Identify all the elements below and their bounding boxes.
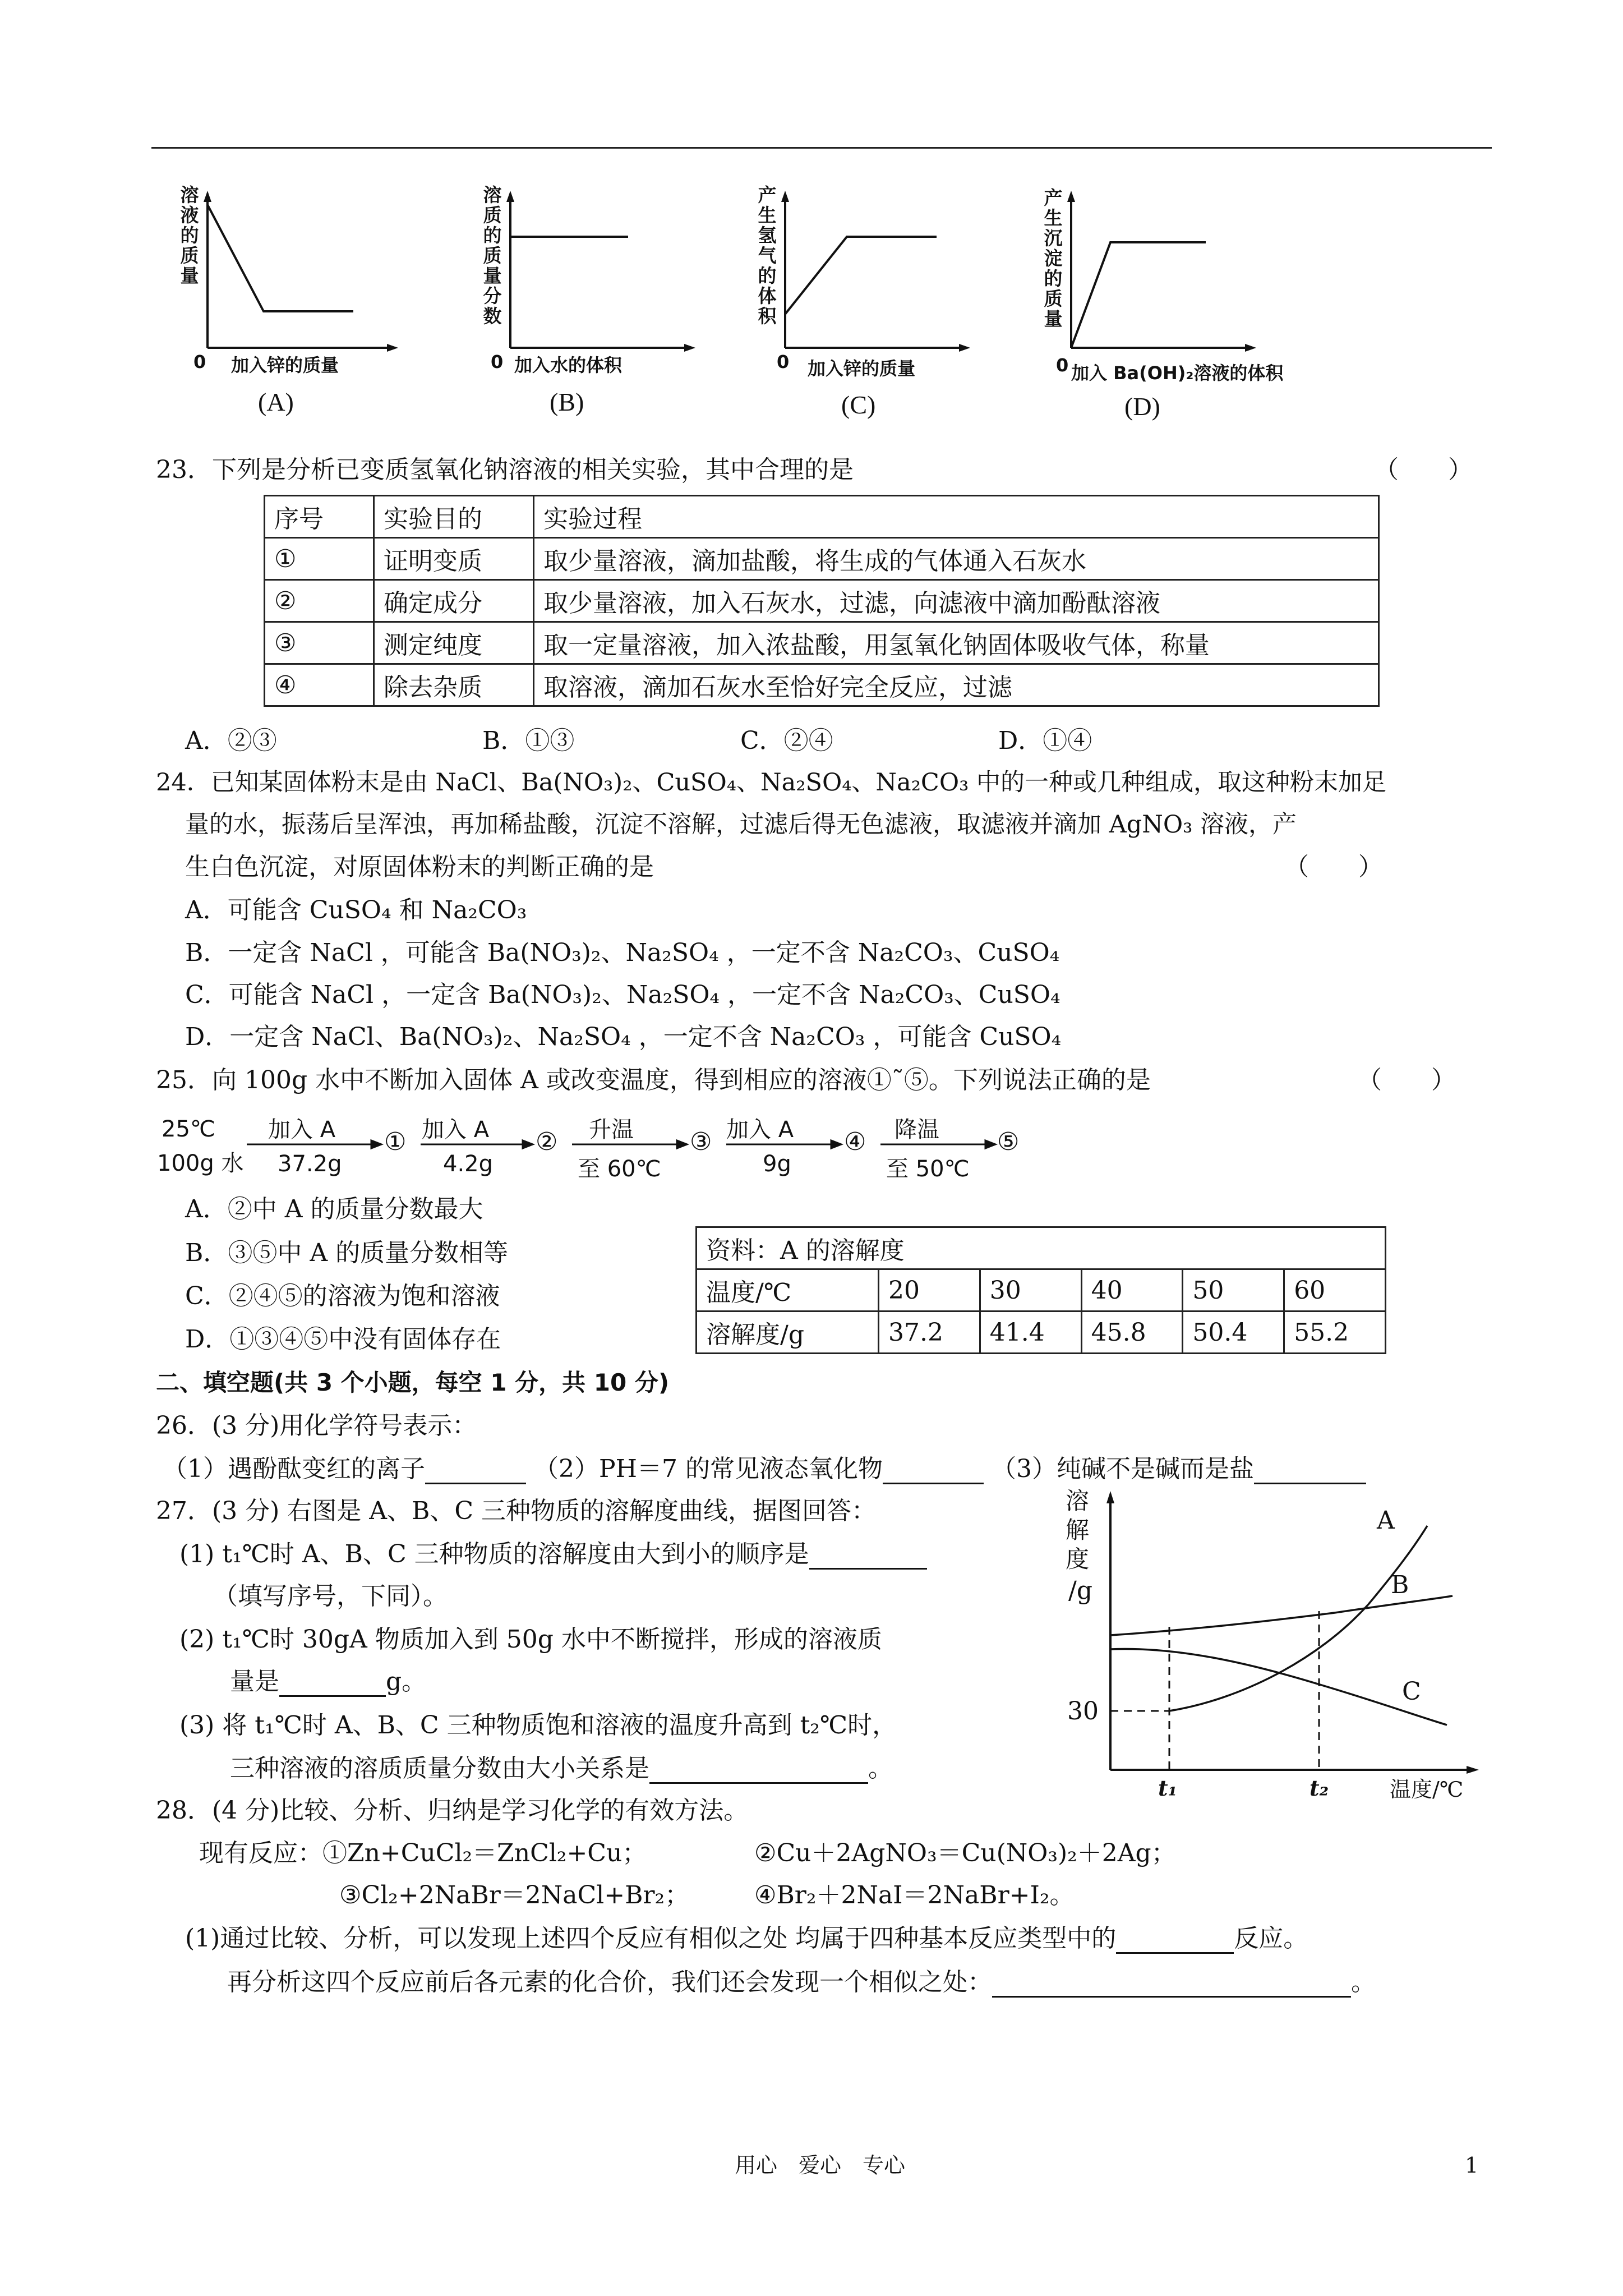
answer-blank[interactable]	[1254, 1458, 1366, 1484]
answer-blank[interactable]	[425, 1458, 526, 1484]
flow-step5-top: 降温	[895, 1117, 939, 1143]
answer-blank[interactable]	[279, 1671, 386, 1697]
answer-blank[interactable]	[992, 1971, 1351, 1998]
table-cell: ①	[265, 538, 374, 580]
table-cell: 45.8	[1081, 1312, 1183, 1354]
solubility-table-title: 资料：A 的溶解度	[697, 1227, 1386, 1269]
q27-p3-text: 三种溶液的溶质质量分数由大小关系是	[230, 1754, 649, 1783]
table-row	[265, 622, 1379, 664]
solubility-table	[695, 1226, 1386, 1354]
q28-stem: 28．(4 分)比较、分析、归纳是学习化学的有效方法。	[156, 1796, 749, 1825]
answer-blank[interactable]	[649, 1757, 868, 1784]
answer-blank[interactable]	[883, 1458, 984, 1484]
flow-step1-result: ①	[384, 1128, 407, 1156]
footer-motto: 用心 爱心 专心	[735, 2153, 906, 2178]
graph-b-caption: (B)	[550, 388, 584, 416]
table-row	[265, 580, 1379, 622]
graph-c-origin: 0	[777, 351, 790, 372]
table-row	[265, 664, 1379, 706]
table-cell: 50.4	[1183, 1312, 1284, 1354]
table-cell: 取少量溶液，滴加盐酸，将生成的气体通入石灰水	[534, 538, 1379, 580]
graph-a-caption: (A)	[258, 388, 294, 416]
table-header-row	[265, 496, 1379, 538]
q24-line3: 生白色沉淀，对原固体粉末的判断正确的是	[185, 853, 654, 881]
flow-step3-result: ③	[690, 1128, 712, 1156]
flow-step4-result: ④	[844, 1128, 866, 1156]
table-header: 实验过程	[534, 496, 1379, 538]
curve-label-c: C	[1402, 1677, 1421, 1706]
flow-start-top: 25℃	[162, 1116, 215, 1142]
flow-step2-bottom: 4.2g	[443, 1151, 494, 1177]
q23-answer-paren: （ ）	[1374, 455, 1473, 484]
q25-option-b: B．③⑤中 A 的质量分数相等	[185, 1239, 509, 1267]
graph-a-ylabel: 溶液的质量	[180, 184, 199, 287]
flow-step1-bottom: 37.2g	[278, 1151, 342, 1177]
chart-yunit: /g	[1068, 1576, 1092, 1605]
graph-d-lines	[1071, 196, 1251, 348]
graph-b-ylabel: 溶质的质量分数	[483, 184, 502, 327]
table-row	[697, 1227, 1386, 1269]
graph-b-origin: 0	[491, 351, 504, 372]
q27-p3-line2	[230, 1754, 893, 1784]
q25-option-a: A．②中 A 的质量分数最大	[185, 1195, 483, 1223]
q23-option-b: B．①③	[482, 726, 575, 755]
chart-t1-label: t₁	[1158, 1775, 1178, 1801]
table-cell: 60	[1284, 1269, 1386, 1312]
curve-c	[1110, 1649, 1447, 1725]
flow-step2-top: 加入 A	[422, 1117, 490, 1143]
flow-step1-top: 加入 A	[268, 1117, 336, 1143]
q27-p2-unit: g。	[386, 1667, 427, 1696]
q25-answer-paren: （ ）	[1357, 1066, 1456, 1094]
q26-line	[163, 1455, 1366, 1484]
table-cell: 除去杂质	[374, 664, 534, 706]
q28-p1	[185, 1924, 1308, 1954]
q24-option-b: B．一定含 NaCl ，可能含 Ba(NO₃)₂、Na₂SO₄ ，一定不含 Na₂CO₃、CuSO₄	[185, 938, 1060, 967]
graph-d-xlabel: 加入 Ba(OH)₂溶液的体积	[1071, 362, 1284, 384]
q24-line1: 24．已知某固体粉末是由 NaCl、Ba(NO₃)₂、CuSO₄、Na₂SO₄、Na₂CO₃ 中的一种或几种组成，取这种粉末加足	[156, 769, 1386, 797]
q28-p2-end: 。	[1351, 1968, 1376, 1996]
flow-step5-result: ⑤	[997, 1128, 1020, 1156]
q27-p2-text: 量是	[230, 1667, 279, 1696]
graph-d-ylabel: 产生沉淀的质量	[1044, 187, 1063, 330]
table-cell: 取溶液，滴加石灰水至恰好完全反应，过滤	[534, 664, 1379, 706]
q28-reaction-3: ③Cl₂+2NaBr＝2NaCl+Br₂；	[339, 1881, 690, 1910]
table-cell: 取少量溶液，加入石灰水，过滤，向滤液中滴加酚酞溶液	[534, 580, 1379, 622]
table-header: 序号	[265, 496, 374, 538]
q24-option-d: D．一定含 NaCl、Ba(NO₃)₂、Na₂SO₄ ，一定不含 Na₂CO₃ ，可能含 CuSO₄	[185, 1023, 1062, 1051]
q26-part2: （2）PH＝7 的常见液态氧化物	[534, 1455, 883, 1483]
table-cell: 37.2	[879, 1312, 980, 1354]
q27-p2-line1: (2) t₁℃时 30gA 物质加入到 50g 水中不断搅拌，形成的溶液质	[179, 1625, 882, 1654]
q26-part1: （1）遇酚酞变红的离子	[163, 1455, 425, 1483]
solubility-curve-chart	[1054, 1487, 1492, 1806]
q25-stem: 25．向 100g 水中不断加入固体 A 或改变温度，得到相应的溶液①˜⑤。下列说法正确的是	[156, 1066, 1151, 1094]
q24-option-a: A．可能含 CuSO₄ 和 Na₂CO₃	[185, 896, 527, 924]
table-cell: 测定纯度	[374, 622, 534, 664]
answer-blank[interactable]	[809, 1543, 927, 1570]
table-cell: 确定成分	[374, 580, 534, 622]
q27-stem: 27．(3 分) 右图是 A、B、C 三种物质的溶解度曲线，据图回答：	[156, 1497, 877, 1525]
q23-option-d: D．①④	[998, 726, 1092, 755]
table-cell: 温度/℃	[697, 1269, 879, 1312]
q28-p2	[227, 1968, 1376, 1998]
q28-p1-text: (1)通过比较、分析，可以发现上述四个反应有相似之处 均属于四种基本反应类型中的	[185, 1924, 1117, 1953]
graph-a-lines	[208, 196, 393, 348]
curve-b	[1110, 1596, 1453, 1635]
table-cell: 55.2	[1284, 1312, 1386, 1354]
table-cell: ④	[265, 664, 374, 706]
table-row	[697, 1269, 1386, 1312]
q24-line2: 量的水，振荡后呈浑浊，再加稀盐酸，沉淀不溶解，过滤后得无色滤液，取滤液并滴加 AgNO₃ 溶液，产	[185, 811, 1297, 839]
q28-reaction-4: ④Br₂＋2NaI＝2NaBr+I₂。	[754, 1881, 1075, 1910]
graph-b-lines	[510, 196, 690, 348]
top-rule	[151, 147, 1492, 149]
graph-c-ylabel: 产生氢气的体积	[758, 184, 777, 327]
chart-xlabel: 温度/℃	[1390, 1777, 1464, 1802]
q24-option-c: C．可能含 NaCl ，一定含 Ba(NO₃)₂、Na₂SO₄ ，一定不含 Na₂CO₃、CuSO₄	[185, 981, 1061, 1009]
q23-option-a: A．②③	[185, 726, 277, 755]
q24-answer-paren: （ ）	[1284, 853, 1383, 881]
graphs-row	[151, 180, 1497, 432]
curve-label-b: B	[1391, 1571, 1409, 1599]
table-cell: 溶解度/g	[697, 1312, 879, 1354]
flow-step4-top: 加入 A	[726, 1117, 794, 1143]
table-cell: ②	[265, 580, 374, 622]
table-cell: 30	[980, 1269, 1081, 1312]
q26-part3: （3）纯碱不是碱而是盐	[991, 1455, 1254, 1483]
chart-y-mark: 30	[1067, 1697, 1099, 1726]
graph-c-lines	[785, 196, 965, 348]
q27-p1-text: (1) t₁℃时 A、B、C 三种物质的溶解度由大到小的顺序是	[179, 1540, 809, 1568]
table-cell: 50	[1183, 1269, 1284, 1312]
chart-ylabel: 溶解度	[1066, 1487, 1090, 1573]
table-cell: 证明变质	[374, 538, 534, 580]
table-row	[697, 1312, 1386, 1354]
graph-c-xlabel: 加入锌的质量	[808, 358, 916, 379]
table-cell: 20	[879, 1269, 980, 1312]
q28-reaction-1: 现有反应：①Zn+CuCl₂＝ZnCl₂+Cu；	[199, 1839, 647, 1867]
q26-stem: 26．(3 分)用化学符号表示：	[156, 1411, 477, 1440]
q28-reaction-2: ②Cu＋2AgNO₃＝Cu(NO₃)₂＋2Ag；	[754, 1839, 1176, 1867]
q27-p1-note: （填写序号，下同）。	[213, 1582, 448, 1611]
table-cell: 41.4	[980, 1312, 1081, 1354]
chart-t2-label: t₂	[1310, 1775, 1329, 1801]
graph-b-xlabel: 加入水的体积	[514, 355, 623, 376]
table-cell: ③	[265, 622, 374, 664]
table-cell: 40	[1081, 1269, 1183, 1312]
flow-step4-bottom: 9g	[763, 1151, 791, 1177]
flow-step5-bottom: 至 50℃	[886, 1156, 970, 1182]
curve-label-a: A	[1377, 1506, 1395, 1535]
graph-d-origin: 0	[1056, 355, 1069, 376]
q25-option-d: D．①③④⑤中没有固体存在	[185, 1325, 501, 1354]
q27-p3-end: 。	[868, 1754, 893, 1783]
q23-stem: 23．下列是分析已变质氢氧化钠溶液的相关实验，其中合理的是	[156, 455, 854, 484]
graph-d-caption: (D)	[1124, 392, 1160, 421]
flow-step3-top: 升温	[589, 1117, 634, 1143]
q27-p3-line1: (3) 将 t₁℃时 A、B、C 三种物质饱和溶液的温度升高到 t₂℃时，	[179, 1711, 897, 1740]
q23-table	[264, 495, 1380, 707]
page-number: 1	[1465, 2153, 1479, 2178]
graph-a-xlabel: 加入锌的质量	[231, 355, 339, 376]
q28-p2-text: 再分析这四个反应前后各元素的化合价，我们还会发现一个相似之处：	[227, 1968, 992, 1996]
q25-option-c: C．②④⑤的溶液为饱和溶液	[185, 1282, 500, 1310]
q23-option-c: C．②④	[740, 726, 833, 755]
q27-p2-line2	[230, 1667, 426, 1697]
table-cell: 取一定量溶液，加入浓盐酸，用氢氧化钠固体吸收气体，称量	[534, 622, 1379, 664]
flow-start-bottom: 100g 水	[157, 1151, 244, 1176]
graph-c-caption: (C)	[841, 390, 876, 419]
graph-a-origin: 0	[193, 351, 206, 372]
table-row	[265, 538, 1379, 580]
table-header: 实验目的	[374, 496, 534, 538]
curve-a	[1169, 1526, 1427, 1711]
answer-blank[interactable]	[1116, 1927, 1234, 1954]
flow-step2-result: ②	[536, 1128, 558, 1156]
flow-step3-bottom: 至 60℃	[578, 1156, 661, 1182]
section-heading: 二、填空题(共 3 个小题，每空 1 分，共 10 分)	[156, 1369, 670, 1396]
q27-p1	[179, 1540, 927, 1570]
q28-p1-end: 反应。	[1234, 1924, 1308, 1953]
